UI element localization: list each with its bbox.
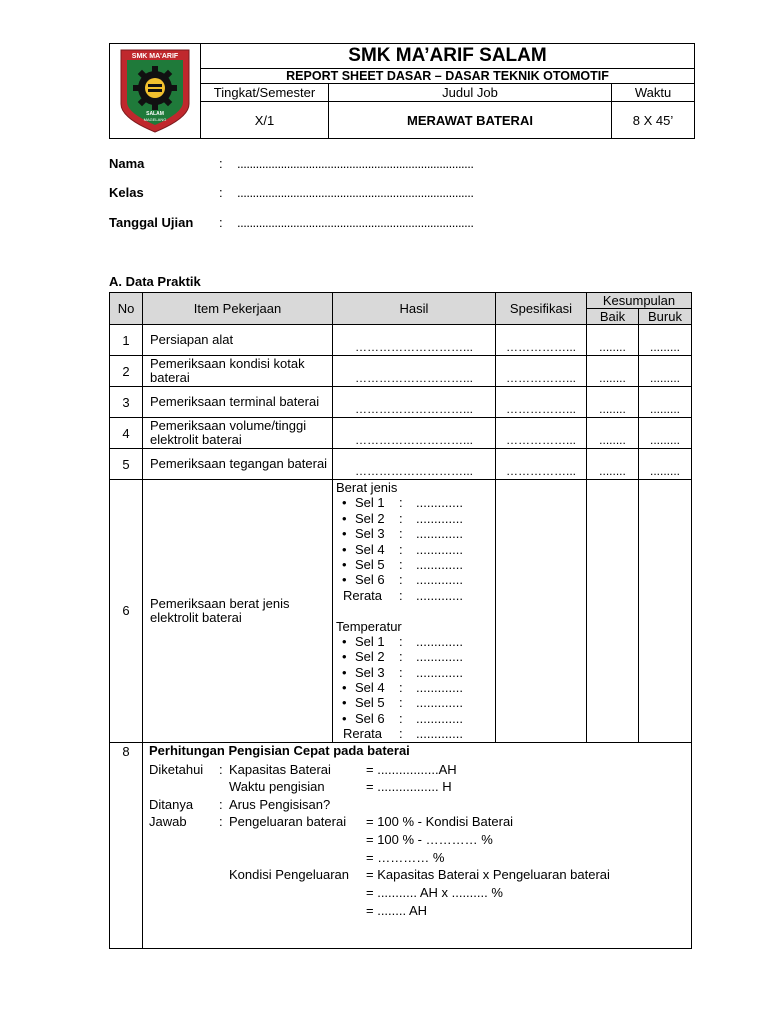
sel-label: Sel 2 [355, 649, 385, 665]
bullet-icon: • [342, 680, 347, 696]
colon: : [399, 726, 403, 742]
section-title: A. Data Praktik [109, 274, 201, 289]
colon: : [399, 680, 403, 696]
row-baik-field[interactable]: ........ [587, 325, 639, 356]
data-table [109, 292, 692, 949]
sel-label: Sel 5 [355, 695, 385, 711]
th-kesimpulan: Kesumpulan [587, 293, 692, 309]
calculation-cell [143, 742, 692, 948]
school-logo-icon [115, 46, 195, 136]
row-baik-field[interactable]: ........ [587, 387, 639, 418]
list-item [336, 495, 495, 510]
colon: : [399, 510, 403, 526]
sel-label: Sel 6 [355, 710, 385, 726]
sel-label: Sel 4 [355, 680, 385, 696]
colon: : [399, 556, 403, 572]
school-logo [110, 44, 201, 139]
rerata-label: Rerata [343, 587, 383, 603]
colon: : [399, 633, 403, 649]
label-judul: Judul Job [329, 84, 612, 102]
pengeluaran-field-2[interactable]: = ………… % [366, 849, 445, 865]
berat-jenis-title: Berat jenis [336, 480, 398, 495]
row-item: Pemeriksaan tegangan baterai [143, 449, 333, 480]
kelas-colon: : [219, 185, 223, 200]
row-no: 2 [110, 356, 143, 387]
list-item [336, 695, 495, 710]
value-tingkat: X/1 [201, 102, 329, 139]
tanggal-colon: : [219, 215, 223, 230]
report-title: REPORT SHEET DASAR – DASAR TEKNIK OTOMOTIF [201, 69, 695, 84]
bullet-icon: • [342, 695, 347, 711]
table-row-6 [110, 480, 692, 743]
bullet-icon: • [342, 495, 347, 511]
list-item [336, 572, 495, 587]
temp-value-field[interactable]: ............. [416, 710, 463, 726]
sel-value-field[interactable]: ............. [416, 510, 463, 526]
sel-label: Sel 1 [355, 633, 385, 649]
row6-spes-cell[interactable] [496, 480, 587, 743]
list-item [336, 649, 495, 664]
row-item: Pemeriksaan terminal baterai [143, 387, 333, 418]
kapasitas-label: Kapasitas Baterai [229, 761, 331, 777]
row-no: 1 [110, 325, 143, 356]
row6-buruk-cell[interactable] [639, 480, 692, 743]
row-item: Persiapan alat [143, 325, 333, 356]
rerata-value-field[interactable]: ............. [416, 587, 463, 603]
list-item [336, 711, 495, 726]
arus-label: Arus Pengisisan? [229, 796, 331, 812]
sel-value-field[interactable]: ............. [416, 556, 463, 572]
logo-top-text: SMK MA'ARIF [131, 53, 179, 60]
th-baik: Baik [587, 309, 639, 325]
table-row [110, 387, 692, 418]
table-row [110, 325, 692, 356]
temp-value-field[interactable]: ............. [416, 633, 463, 649]
pengeluaran-label: Pengeluaran baterai [229, 813, 347, 829]
bullet-icon: • [342, 510, 347, 526]
ditanya-label: Ditanya [149, 796, 194, 812]
row-item: Pemeriksaan kondisi kotak baterai [143, 356, 333, 387]
label-waktu: Waktu [612, 84, 695, 102]
bullet-icon: • [342, 541, 347, 557]
colon: : [399, 664, 403, 680]
label-tingkat: Tingkat/Semester [201, 84, 329, 102]
temperatur-title: Temperatur [336, 618, 402, 634]
table-row [110, 356, 692, 387]
row-buruk-field[interactable]: ......... [639, 418, 692, 449]
colon: : [399, 526, 403, 542]
kondisi-field-1[interactable]: = ........... AH x .......... % [366, 884, 503, 900]
row-hasil-field[interactable]: ………………………... [333, 325, 496, 356]
bullet-icon: • [342, 664, 347, 680]
row-buruk-field[interactable]: ......... [639, 356, 692, 387]
row-hasil-field[interactable]: ………………………... [333, 387, 496, 418]
sel-label: Sel 6 [355, 572, 385, 588]
kelas-label: Kelas [109, 185, 144, 200]
row-baik-field[interactable]: ........ [587, 449, 639, 480]
colon: : [399, 495, 403, 511]
th-spesifikasi: Spesifikasi [496, 293, 587, 325]
list-item [336, 726, 495, 741]
colon: : [399, 710, 403, 726]
school-name: SMK MA’ARIF SALAM [201, 44, 695, 69]
colon: : [399, 695, 403, 711]
header-table [109, 43, 695, 139]
row-baik-field[interactable]: ........ [587, 356, 639, 387]
list-item [336, 542, 495, 557]
sel-label: Sel 3 [355, 664, 385, 680]
list-item [336, 511, 495, 526]
nama-label: Nama [109, 156, 145, 171]
row-spes-field[interactable]: ……………... [496, 418, 587, 449]
kelas-field[interactable]: ............................................................................ [237, 185, 474, 200]
row-baik-field[interactable]: ........ [587, 418, 639, 449]
colon: : [399, 587, 403, 603]
colon: : [399, 572, 403, 588]
row-item: Pemeriksaan berat jenis elektrolit baterai [143, 480, 333, 743]
list-item [336, 557, 495, 572]
bullet-icon: • [342, 526, 347, 542]
tanggal-label: Tanggal Ujian [109, 215, 194, 230]
rerata-value-field[interactable]: ............. [416, 726, 463, 742]
sel-label: Sel 4 [355, 541, 385, 557]
row-hasil-field[interactable]: ………………………... [333, 418, 496, 449]
list-item [336, 680, 495, 695]
logo-bottom-text1: SALAM [146, 111, 164, 117]
sel-label: Sel 2 [355, 510, 385, 526]
bullet-icon: • [342, 710, 347, 726]
kapasitas-field[interactable]: = .................AH [366, 761, 457, 777]
calc-title: Perhitungan Pengisian Cepat pada baterai [149, 742, 410, 758]
th-buruk: Buruk [639, 309, 692, 325]
table-row [110, 449, 692, 480]
row-spes-field[interactable]: ……………... [496, 449, 587, 480]
row-spes-field[interactable]: ……………... [496, 325, 587, 356]
table-row [110, 418, 692, 449]
colon: : [219, 813, 223, 829]
list-item [336, 588, 495, 603]
row-no: 5 [110, 449, 143, 480]
sel-label: Sel 3 [355, 526, 385, 542]
temp-value-field[interactable]: ............. [416, 649, 463, 665]
kondisi-formula: = Kapasitas Baterai x Pengeluaran baterai [366, 866, 610, 882]
row-buruk-field[interactable]: ......... [639, 449, 692, 480]
sel-label: Sel 5 [355, 556, 385, 572]
diketahui-label: Diketahui [149, 761, 204, 777]
value-waktu: 8 X 45’ [612, 102, 695, 139]
temp-value-field[interactable]: ............. [416, 664, 463, 680]
list-item [336, 634, 495, 649]
value-judul: MERAWAT BATERAI [329, 102, 612, 139]
bullet-icon: • [342, 633, 347, 649]
rerata-label: Rerata [343, 726, 383, 742]
temp-value-field[interactable]: ............. [416, 695, 463, 711]
th-item: Item Pekerjaan [143, 293, 333, 325]
colon: : [399, 541, 403, 557]
nama-colon: : [219, 156, 223, 171]
temp-value-field[interactable]: ............. [416, 680, 463, 696]
waktu-label: Waktu pengisian [229, 778, 325, 794]
bullet-icon: • [342, 572, 347, 588]
waktu-field[interactable]: = ................. H [366, 778, 452, 794]
pengeluaran-field-1[interactable]: = 100 % - ………… % [366, 831, 493, 847]
logo-bottom-text2: MAGELANG [143, 117, 167, 122]
bullet-icon: • [342, 649, 347, 665]
sel-value-field[interactable]: ............. [416, 541, 463, 557]
nama-field[interactable]: ............................................................................ [237, 156, 474, 171]
row-no: 4 [110, 418, 143, 449]
row-no: 6 [110, 480, 143, 743]
colon: : [219, 796, 223, 812]
table-row-8 [110, 742, 692, 948]
row-spes-field[interactable]: ……………... [496, 356, 587, 387]
jawab-label: Jawab [149, 813, 187, 829]
colon: : [399, 649, 403, 665]
row-no: 3 [110, 387, 143, 418]
kondisi-label: Kondisi Pengeluaran [229, 866, 349, 882]
row-no: 8 [110, 742, 143, 948]
row-item: Pemeriksaan volume/tinggi elektrolit baterai [143, 418, 333, 449]
row-buruk-field[interactable]: ......... [639, 325, 692, 356]
tanggal-field[interactable]: ............................................................................ [237, 215, 474, 230]
berat-jenis-cell [333, 480, 496, 743]
row-hasil-field[interactable]: ………………………... [333, 356, 496, 387]
row-hasil-field[interactable]: ………………………... [333, 449, 496, 480]
th-no: No [110, 293, 143, 325]
sel-label: Sel 1 [355, 495, 385, 511]
colon: : [219, 761, 223, 777]
row-buruk-field[interactable]: ......... [639, 387, 692, 418]
row-spes-field[interactable]: ……………... [496, 387, 587, 418]
row6-baik-cell[interactable] [587, 480, 639, 743]
sel-value-field[interactable]: ............. [416, 526, 463, 542]
sel-value-field[interactable]: ............. [416, 572, 463, 588]
bullet-icon: • [342, 556, 347, 572]
pengeluaran-formula: = 100 % - Kondisi Baterai [366, 813, 514, 829]
kondisi-field-2[interactable]: = ........ AH [366, 902, 428, 918]
list-item [336, 526, 495, 541]
th-hasil: Hasil [333, 293, 496, 325]
sel-value-field[interactable]: ............. [416, 495, 463, 511]
list-item [336, 665, 495, 680]
